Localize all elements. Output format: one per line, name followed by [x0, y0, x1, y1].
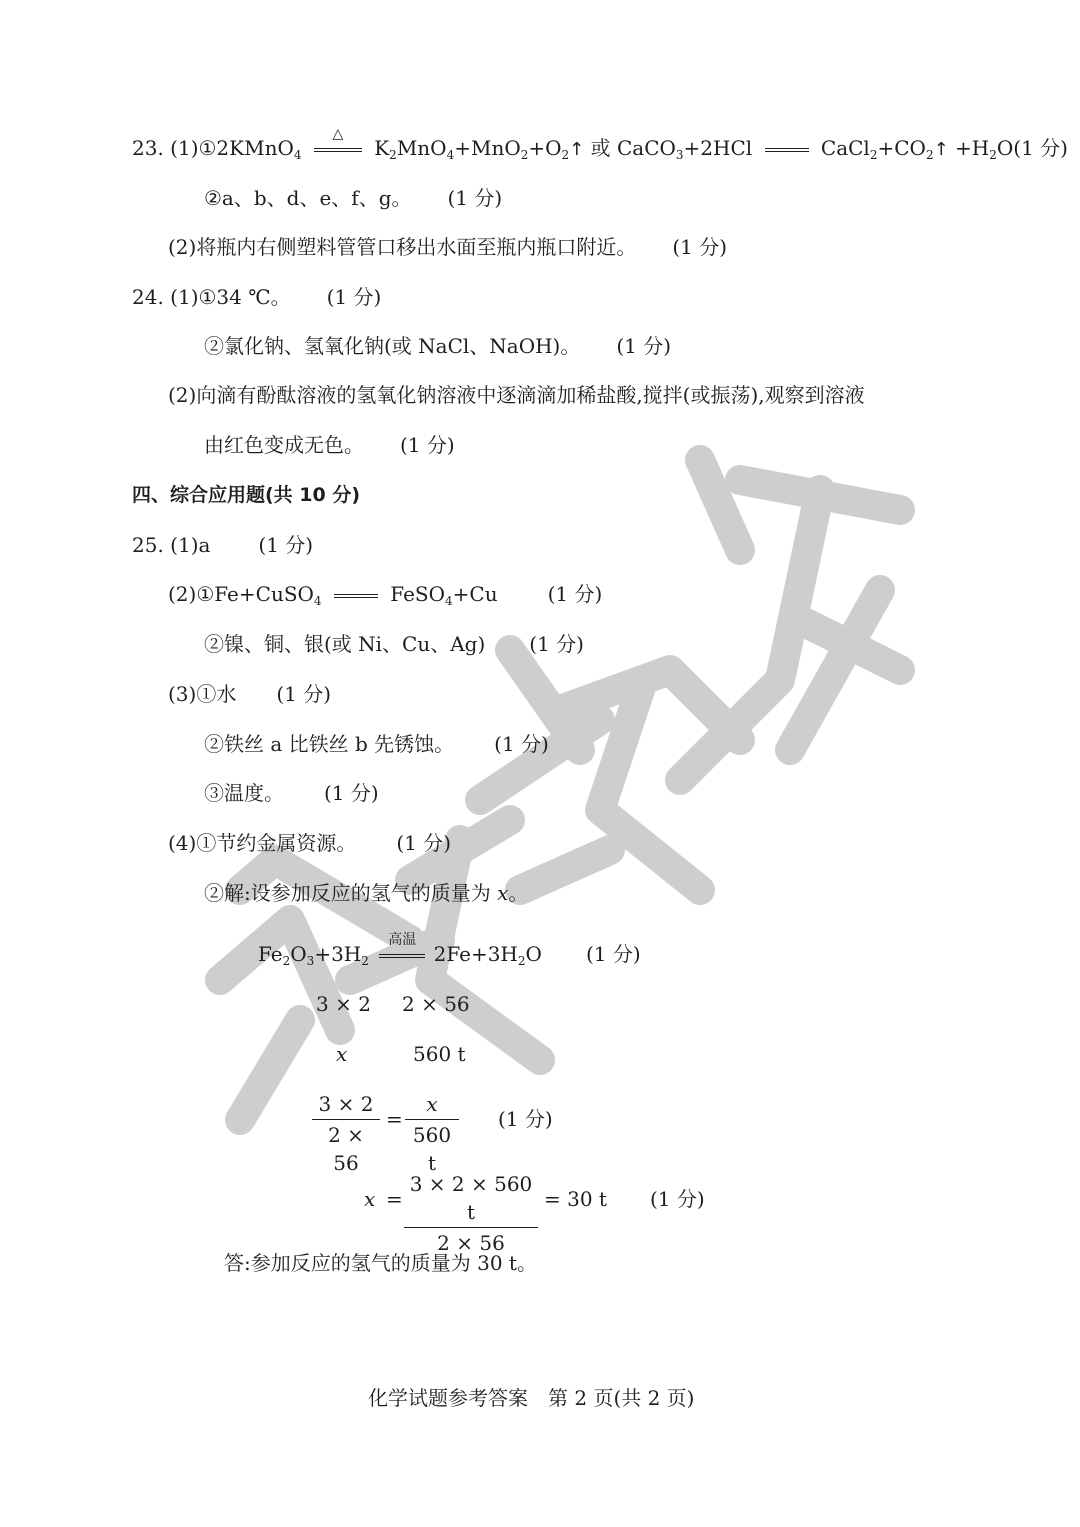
score: (1 分) [585, 942, 641, 966]
q25-part3c: ③温度。 (1 分) [204, 781, 379, 805]
q23-eq1-reactant: 23. (1)①2KMnO [132, 136, 294, 160]
gas-up-arrow-icon: ↑ [569, 139, 585, 160]
gas-up-arrow-icon: ↑ [933, 139, 949, 160]
score: (1 分) [498, 1107, 553, 1131]
q24-part2b: 由红色变成无色。 (1 分) [204, 433, 455, 457]
calc-fraction: 3 × 2 × 560 t 2 × 56 [404, 1170, 538, 1257]
q25-reaction-equation: $Fe_2O_3+3H_2$ 高温 $2Fe+3H_2O$ (1 分) [258, 931, 641, 968]
q25-part2a: (2)①Fe+CuSO$_4$ FeSO$_4$+Cu (1 分) [168, 582, 603, 608]
heat-condition-arrow [314, 125, 362, 152]
calc-result: = 30 t [544, 1187, 607, 1211]
reaction-equals-arrow [334, 594, 378, 598]
score: (1 分) [447, 186, 503, 210]
q24-part2a: (2)向滴有酚酞溶液的氢氧化钠溶液中逐滴滴加稀盐酸,搅拌(或振荡),观察到溶液 [168, 383, 865, 407]
q23-part1-equations: 23. (1)①2KMnO$_4$ △ $K_2MnO_4+MnO_2+O_2↑$ 或 CaCO$_3$+2HCl $CaCl_2+CO_2↑ +H_2O(1$ 分) [132, 125, 1068, 162]
score: (1 分) [547, 582, 603, 606]
q25-part4a: (4)①节约金属资源。 (1 分) [168, 831, 452, 855]
q25-part4b: ②解:设参加反应的氢气的质量为 x。 [204, 881, 529, 905]
section-title: 四、综合应用题(共 10 分) [132, 484, 361, 506]
ratio-left: 3 × 2 [316, 992, 371, 1016]
known-right: 560 t [413, 1042, 466, 1066]
fraction-1: 3 × 2 2 × 56 [312, 1090, 380, 1177]
fraction-2: x 560 t [405, 1090, 459, 1177]
equals-sign: = [386, 1107, 403, 1131]
q24-part1b: ②氯化钠、氢氧化钠(或 NaCl、NaOH)。 (1 分) [204, 334, 672, 358]
score: (1 分) [650, 1187, 705, 1211]
score: (1 分) [326, 285, 382, 309]
score: (1 分) [672, 235, 728, 259]
score: (1 分) [400, 433, 455, 457]
reaction-equals-arrow [765, 148, 809, 152]
score: (1 分) [324, 781, 379, 805]
q24-part1: 24. (1)①34 ℃。 (1 分) [132, 285, 382, 309]
high-temp-label: 高温 [388, 931, 417, 948]
known-left-var: x [336, 1042, 348, 1066]
calc-equals: = [386, 1187, 403, 1211]
q25-part1: 25. (1)a (1 分) [132, 533, 314, 557]
q25-part2b: ②镍、铜、银(或 Ni、Cu、Ag) (1 分) [204, 632, 584, 656]
q23-part1b: ②a、b、d、e、f、g。 (1 分) [204, 186, 503, 210]
q25-part3b: ②铁丝 a 比铁丝 b 先锈蚀。 (1 分) [204, 732, 549, 756]
score: (1 分) [396, 831, 452, 855]
score: (1 分) [616, 334, 672, 358]
score: (1 分) [276, 682, 332, 706]
calc-var: x [364, 1187, 376, 1211]
final-answer: 答:参加反应的氢气的质量为 30 t。 [224, 1251, 537, 1275]
q25-part3a: (3)①水 (1 分) [168, 682, 332, 706]
q23-part2: (2)将瓶内右侧塑料管管口移出水面至瓶内瓶口附近。 (1 分) [168, 235, 728, 259]
score: (1 分) [258, 533, 314, 557]
heat-symbol: △ [332, 125, 344, 142]
score: (1 分) [494, 732, 549, 756]
high-temp-condition-arrow [379, 931, 425, 958]
page-footer: 化学试题参考答案 第 2 页(共 2 页) [368, 1386, 695, 1410]
ratio-right: 2 × 56 [402, 992, 470, 1016]
score: (1 分) [529, 632, 584, 656]
